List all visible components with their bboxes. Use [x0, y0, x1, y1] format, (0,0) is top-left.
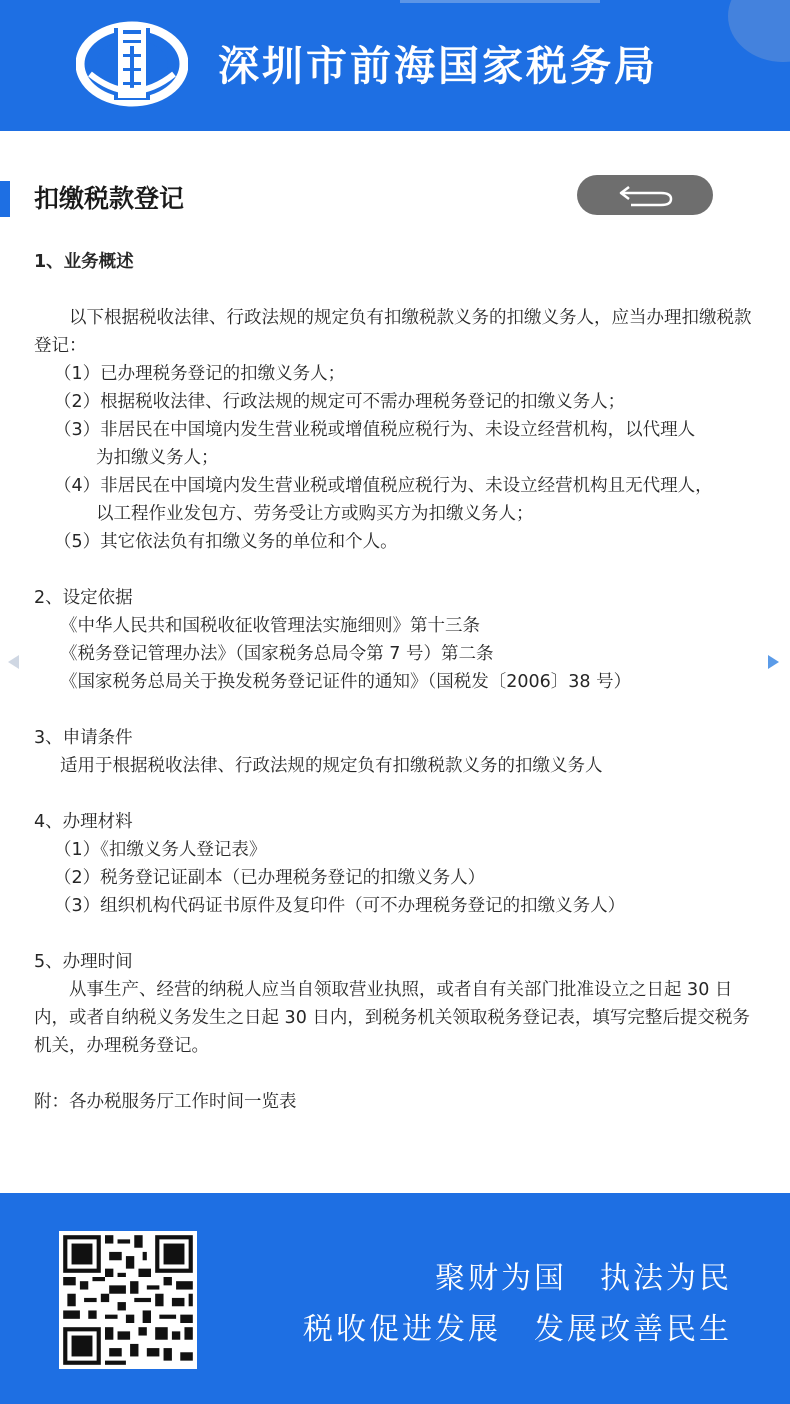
section-1-title: 1、业务概述	[34, 252, 134, 272]
section-1-item-continued: 为扣缴义务人；	[96, 448, 219, 468]
section-1-item: （5）其它依法负有扣缴义务的单位和个人。	[54, 532, 398, 552]
section-5-text: 从事生产、经营的纳税人应当自领取营业执照，或者自有关部门批准设立之日起 30 日内，或者自纳税义务发生之日起 30 日内，到税务机关领取税务登记表，填写完整后提交税务机关，办理税务登记。	[34, 980, 750, 1056]
back-button[interactable]	[577, 175, 713, 215]
return-arrow-icon	[617, 183, 677, 207]
section-1-item: （1）已办理税务登记的扣缴义务人；	[54, 364, 346, 384]
section-2-item: 《税务登记管理办法》（国家税务总局令第 7 号）第二条	[60, 644, 494, 664]
next-arrow-icon[interactable]	[768, 655, 779, 669]
prev-arrow-icon[interactable]	[8, 655, 19, 669]
page-header	[0, 0, 790, 131]
header-brand-title: 深圳市前海国家税务局	[218, 42, 658, 90]
section-4-item: （2）税务登记证副本（已办理税务登记的扣缴义务人）	[54, 868, 486, 888]
page-title: 扣缴税款登记	[34, 184, 185, 213]
section-1-item: （3）非居民在中国境内发生营业税或增值税应税行为、未设立经营机构，以代理人	[54, 420, 696, 440]
header-decoration-line	[400, 0, 600, 3]
tax-bureau-emblem-icon	[76, 18, 188, 110]
footer-slogan-2: 税收促进发展 发展改善民生	[303, 1312, 732, 1347]
section-2-item: 《中华人民共和国税收征收管理法实施细则》第十三条	[60, 616, 480, 636]
section-2-title: 2、设定依据	[34, 588, 133, 608]
attachment-link[interactable]: 附：各办税服务厅工作时间一览表	[34, 1092, 297, 1112]
footer-slogan-1: 聚财为国 执法为民	[435, 1261, 732, 1296]
section-3-text: 适用于根据税收法律、行政法规的规定负有扣缴税款义务的扣缴义务人	[60, 756, 603, 776]
section-3-title: 3、申请条件	[34, 728, 133, 748]
title-accent-bar	[0, 181, 10, 217]
section-4-title: 4、办理材料	[34, 812, 133, 832]
section-2-item: 《国家税务总局关于换发税务登记证件的通知》（国税发〔2006〕38 号）	[60, 672, 632, 692]
section-1-paragraph: 以下根据税收法律、行政法规的规定负有扣缴税款义务的扣缴义务人，应当办理扣缴税款登记：	[34, 308, 752, 356]
page-footer	[0, 1193, 790, 1404]
section-1-item: （4）非居民在中国境内发生营业税或增值税应税行为、未设立经营机构且无代理人，	[54, 476, 713, 496]
section-4-item: （1）《扣缴义务人登记表》	[54, 840, 267, 860]
article-content	[34, 248, 764, 1116]
section-5-title: 5、办理时间	[34, 952, 133, 972]
header-decoration-circle	[728, 0, 790, 62]
section-4-item: （3）组织机构代码证书原件及复印件（可不办理税务登记的扣缴义务人）	[54, 896, 626, 916]
qr-code-icon	[59, 1231, 197, 1369]
section-1-item: （2）根据税收法律、行政法规的规定可不需办理税务登记的扣缴义务人；	[54, 392, 626, 412]
section-1-item-continued: 以工程作业发包方、劳务受让方或购买方为扣缴义务人；	[96, 504, 534, 524]
